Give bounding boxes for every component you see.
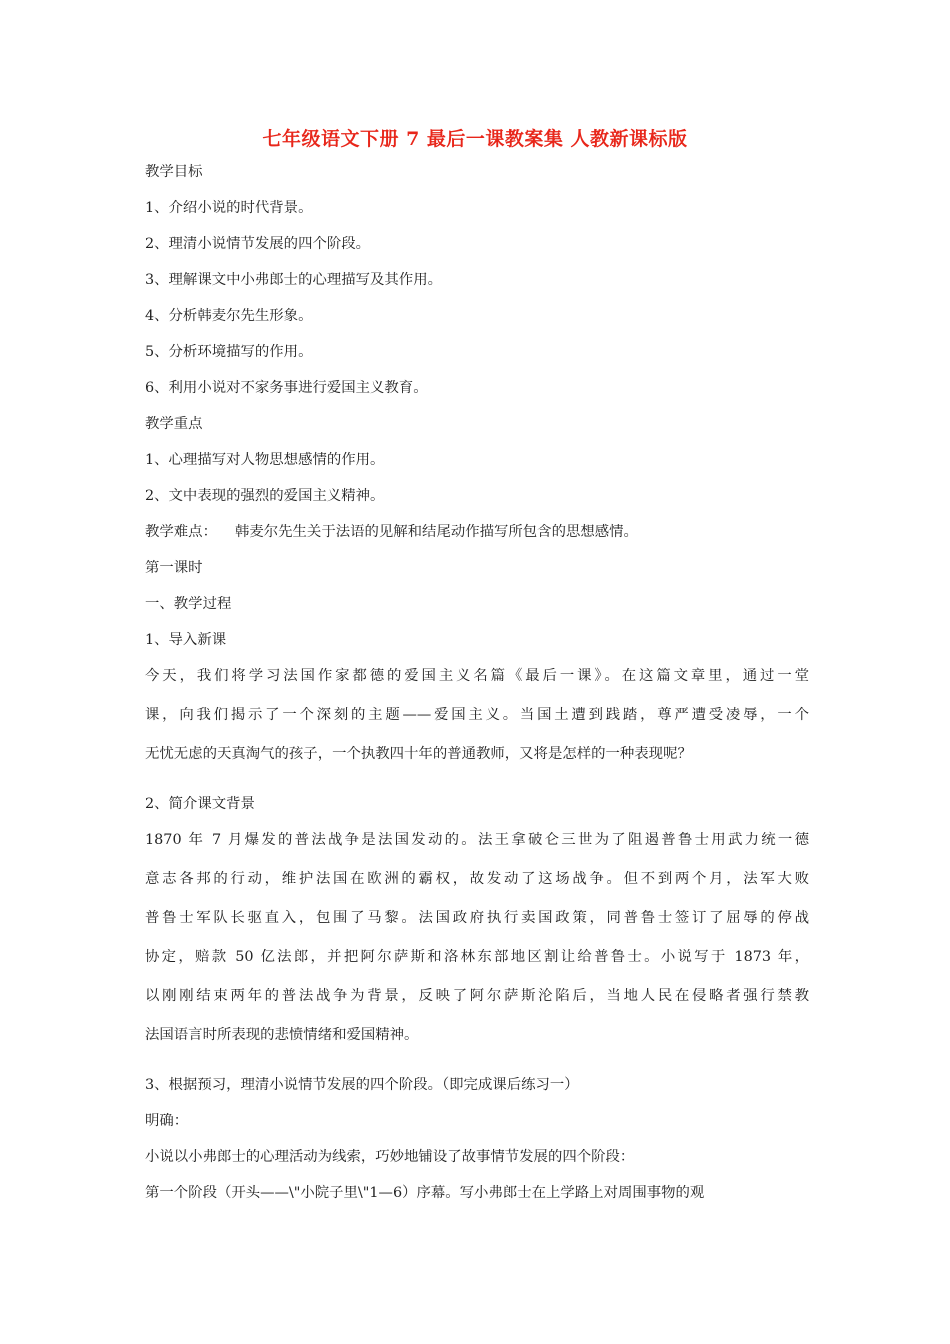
step-heading: 1、导入新课 — [145, 632, 227, 648]
objective-item: 4、分析韩麦尔先生形象。 — [145, 308, 313, 324]
objective-item: 3、理解课文中小弗郎士的心理描写及其作用。 — [145, 272, 442, 288]
paragraph-line: 无忧无虑的天真淘气的孩子，一个执教四十年的普通教师，又将是怎样的一种表现呢？ — [145, 746, 692, 762]
text-line: 小说以小弗郎士的心理活动为线索，巧妙地铺设了故事情节发展的四个阶段： — [145, 1149, 635, 1165]
section-heading-key-points: 教学重点 — [145, 416, 203, 432]
paragraph-line: 今天，我们将学习法国作家都德的爱国主义名篇《最后一课》。在这篇文章里，通过一堂 — [145, 668, 809, 684]
difficulty-text: 韩麦尔先生关于法语的见解和结尾动作描写所包含的思想感情。 — [234, 524, 638, 540]
objective-item: 1、介绍小说的时代背景。 — [145, 200, 313, 216]
paragraph-line: 普鲁士军队长驱直入，包围了马黎。法国政府执行卖国政策，同普鲁士签订了屈辱的停战 — [145, 910, 809, 926]
page-title: 七年级语文下册 7 最后一课教案集 人教新课标版 — [262, 128, 688, 150]
objective-item: 5、分析环境描写的作用。 — [145, 344, 313, 360]
objective-item: 2、理清小说情节发展的四个阶段。 — [145, 236, 371, 252]
text-line: 第一个阶段（开头——\"小院子里\"1—6）序幕。写小弗郎士在上学路上对周围事物的观 — [145, 1185, 705, 1201]
section-heading-objectives: 教学目标 — [145, 164, 203, 180]
objective-item: 6、利用小说对不家务事进行爱国主义教育。 — [145, 380, 428, 396]
paragraph-line: 1870 年 7 月爆发的普法战争是法国发动的。法王拿破仑三世为了阻遏普鲁士用武力统一德 — [145, 832, 809, 848]
difficulty-label: 教学难点： — [145, 524, 217, 540]
paragraph-line: 意志各邦的行动，维护法国在欧洲的霸权，故发动了这场战争。但不到两个月，法军大败 — [145, 871, 809, 887]
intro-paragraph — [145, 666, 809, 783]
background-paragraph — [145, 830, 809, 1064]
lesson-period-heading: 第一课时 — [145, 560, 203, 576]
paragraph-line: 法国语言时所表现的悲愤情绪和爱国精神。 — [145, 1027, 419, 1043]
clarify-label: 明确： — [145, 1113, 189, 1129]
paragraph-line: 课，向我们揭示了一个深刻的主题——爱国主义。当国土遭到践踏，尊严遭受凌辱，一个 — [145, 707, 809, 723]
paragraph-line: 协定，赔款 50 亿法郎，并把阿尔萨斯和洛林东部地区割让给普鲁士。小说写于 1873 年， — [145, 949, 809, 965]
key-point-item: 2、文中表现的强烈的爱国主义精神。 — [145, 488, 385, 504]
paragraph-line: 以刚刚结束两年的普法战争为背景，反映了阿尔萨斯沦陷后，当地人民在侵略者强行禁教 — [145, 988, 809, 1004]
difficulty-line — [145, 522, 809, 558]
document-body — [145, 162, 809, 1219]
step-heading: 2、简介课文背景 — [145, 796, 255, 812]
key-point-item: 1、心理描写对人物思想感情的作用。 — [145, 452, 385, 468]
process-heading: 一、教学过程 — [145, 596, 232, 612]
step-heading: 3、根据预习，理清小说情节发展的四个阶段。（即完成课后练习一） — [145, 1077, 579, 1093]
